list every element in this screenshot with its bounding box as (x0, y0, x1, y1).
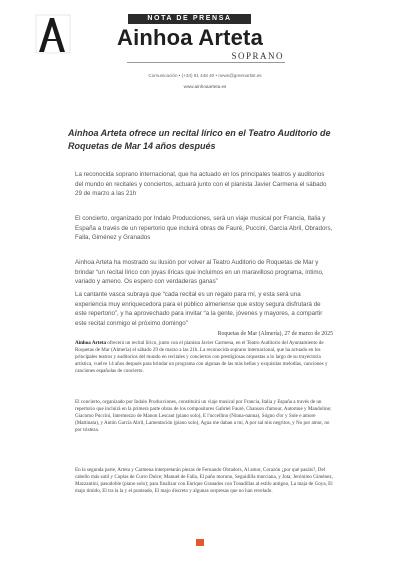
website-link[interactable]: www.ainhoaarteta.es (183, 84, 227, 89)
logo-mark (35, 14, 71, 54)
contact-line: Comunicación • (+34) 91 448 40 • news@greenartist.es (148, 73, 262, 78)
body-paragraph-3: En la segunda parte, Arteta y Carmena interpretarán piezas de Fernando Obradors, Al amor, Corazón ¿por qué pasáis?, Del cabello más sutil y Coplas de Curro Dulce; Manuel de Falla, El paño moruno, Seguidilla murciana, y Jota; Jerónimo Giménez, Mazzantini, pasodoble (piano solo); para finalizar con Enrique Granados con Tonadillas al estilo antiguo, La maja de Goya, El majo tímido, El tra la la y el punteado, El majo discreto y algunas sorpresas que no han revelado. (75, 467, 333, 495)
body-paragraph-1 (75, 340, 333, 375)
logo-icon (35, 14, 71, 54)
summary-paragraph-4: La cantante vasca subraya que “cada recital es un regalo para mí, y esta será una experiencia muy enriquecedora para el público almeriense que estoy segura disfrutará de este repertorio”, y ha aprovechado para invitar “a la gente, jóvenes y mayores, a compartir este recital conmigo el próximo domingo” (75, 291, 323, 327)
header-divider (127, 62, 285, 63)
article-title: Ainhoa Arteta ofrece un recital lírico en el Teatro Auditorio de Roquetas de Mar 14 años después (68, 128, 331, 151)
summary-paragraph-2: El concierto, organizado por Indalo Producciones, será un viaje musical por Francia, Italia y España a través de un repertorio que incluirá obras de Fauré, Puccini, García Abril, Obradors, Falla, Giménez y Granados (75, 215, 333, 241)
footer-logo-icon (196, 539, 204, 546)
press-release-badge: NOTA DE PRENSA (128, 14, 251, 24)
dateline: Roquetas de Mar (Almería), 27 de marzo de 2025 (217, 331, 333, 337)
summary-paragraph-1: La reconocida soprano internacional, que ha actuado en los principales teatros y auditorios del mundo en recitales y conciertos, actuará junto con el pianista Javier Carmena el sábado 29 de marzo a las 21h (75, 171, 327, 197)
body-paragraph-1-text: ofrecerá un recital lírico, junto con el pianista Javier Carmena, en el Teatro Auditorio del Ayuntamiento de Roquetas de Mar (Almería) el sábado 29 de marzo a las 21h. La reconocida soprano internacional, que ha actuado en los principales teatros y auditorios del mundo en recitales y conciertos con prestigiosas orquestas a lo largo de su trayectoria artística, vuelve 14 años después para brindar un programa con algunas de las más bellas y exquisitas melodías, canciones y canciones españolas de concierto. (75, 340, 328, 375)
lead-name: Ainhoa Arteta (75, 340, 106, 346)
body-paragraph-2: El concierto, organizado por Indalo Producciones, constituirá un viaje musical por Francia, Italia y España a través de un repertorio que incluirá en la primera parte obras de los compositores Gabriel Fauré, Chanson d'amour, Automne y Mandoline; Giacomo Puccini, Intermezzo de Manon Lescaut (piano solo), E l'uccellino (Ninna-nanna), Sógno d'or y Sole e amore (Mattinata), y Antón García Abril, Lamentación (piano solo), Agua me daban a mí, A por sal mis negritos, y No por amor, no por tristeza. (75, 399, 332, 434)
summary-paragraph-3: Ainhoa Arteta ha mostrado su ilusión por volver al Teatro Auditorio de Roquetas de Mar y brindar “un recital lírico con joyas líricas que incluimos en un maravilloso programa, íntimo, variado y ameno. Os espero con verdaderas ganas” (75, 259, 324, 285)
artist-name: Ainhoa Arteta (116, 25, 264, 50)
artist-role: SOPRANO (231, 51, 284, 61)
